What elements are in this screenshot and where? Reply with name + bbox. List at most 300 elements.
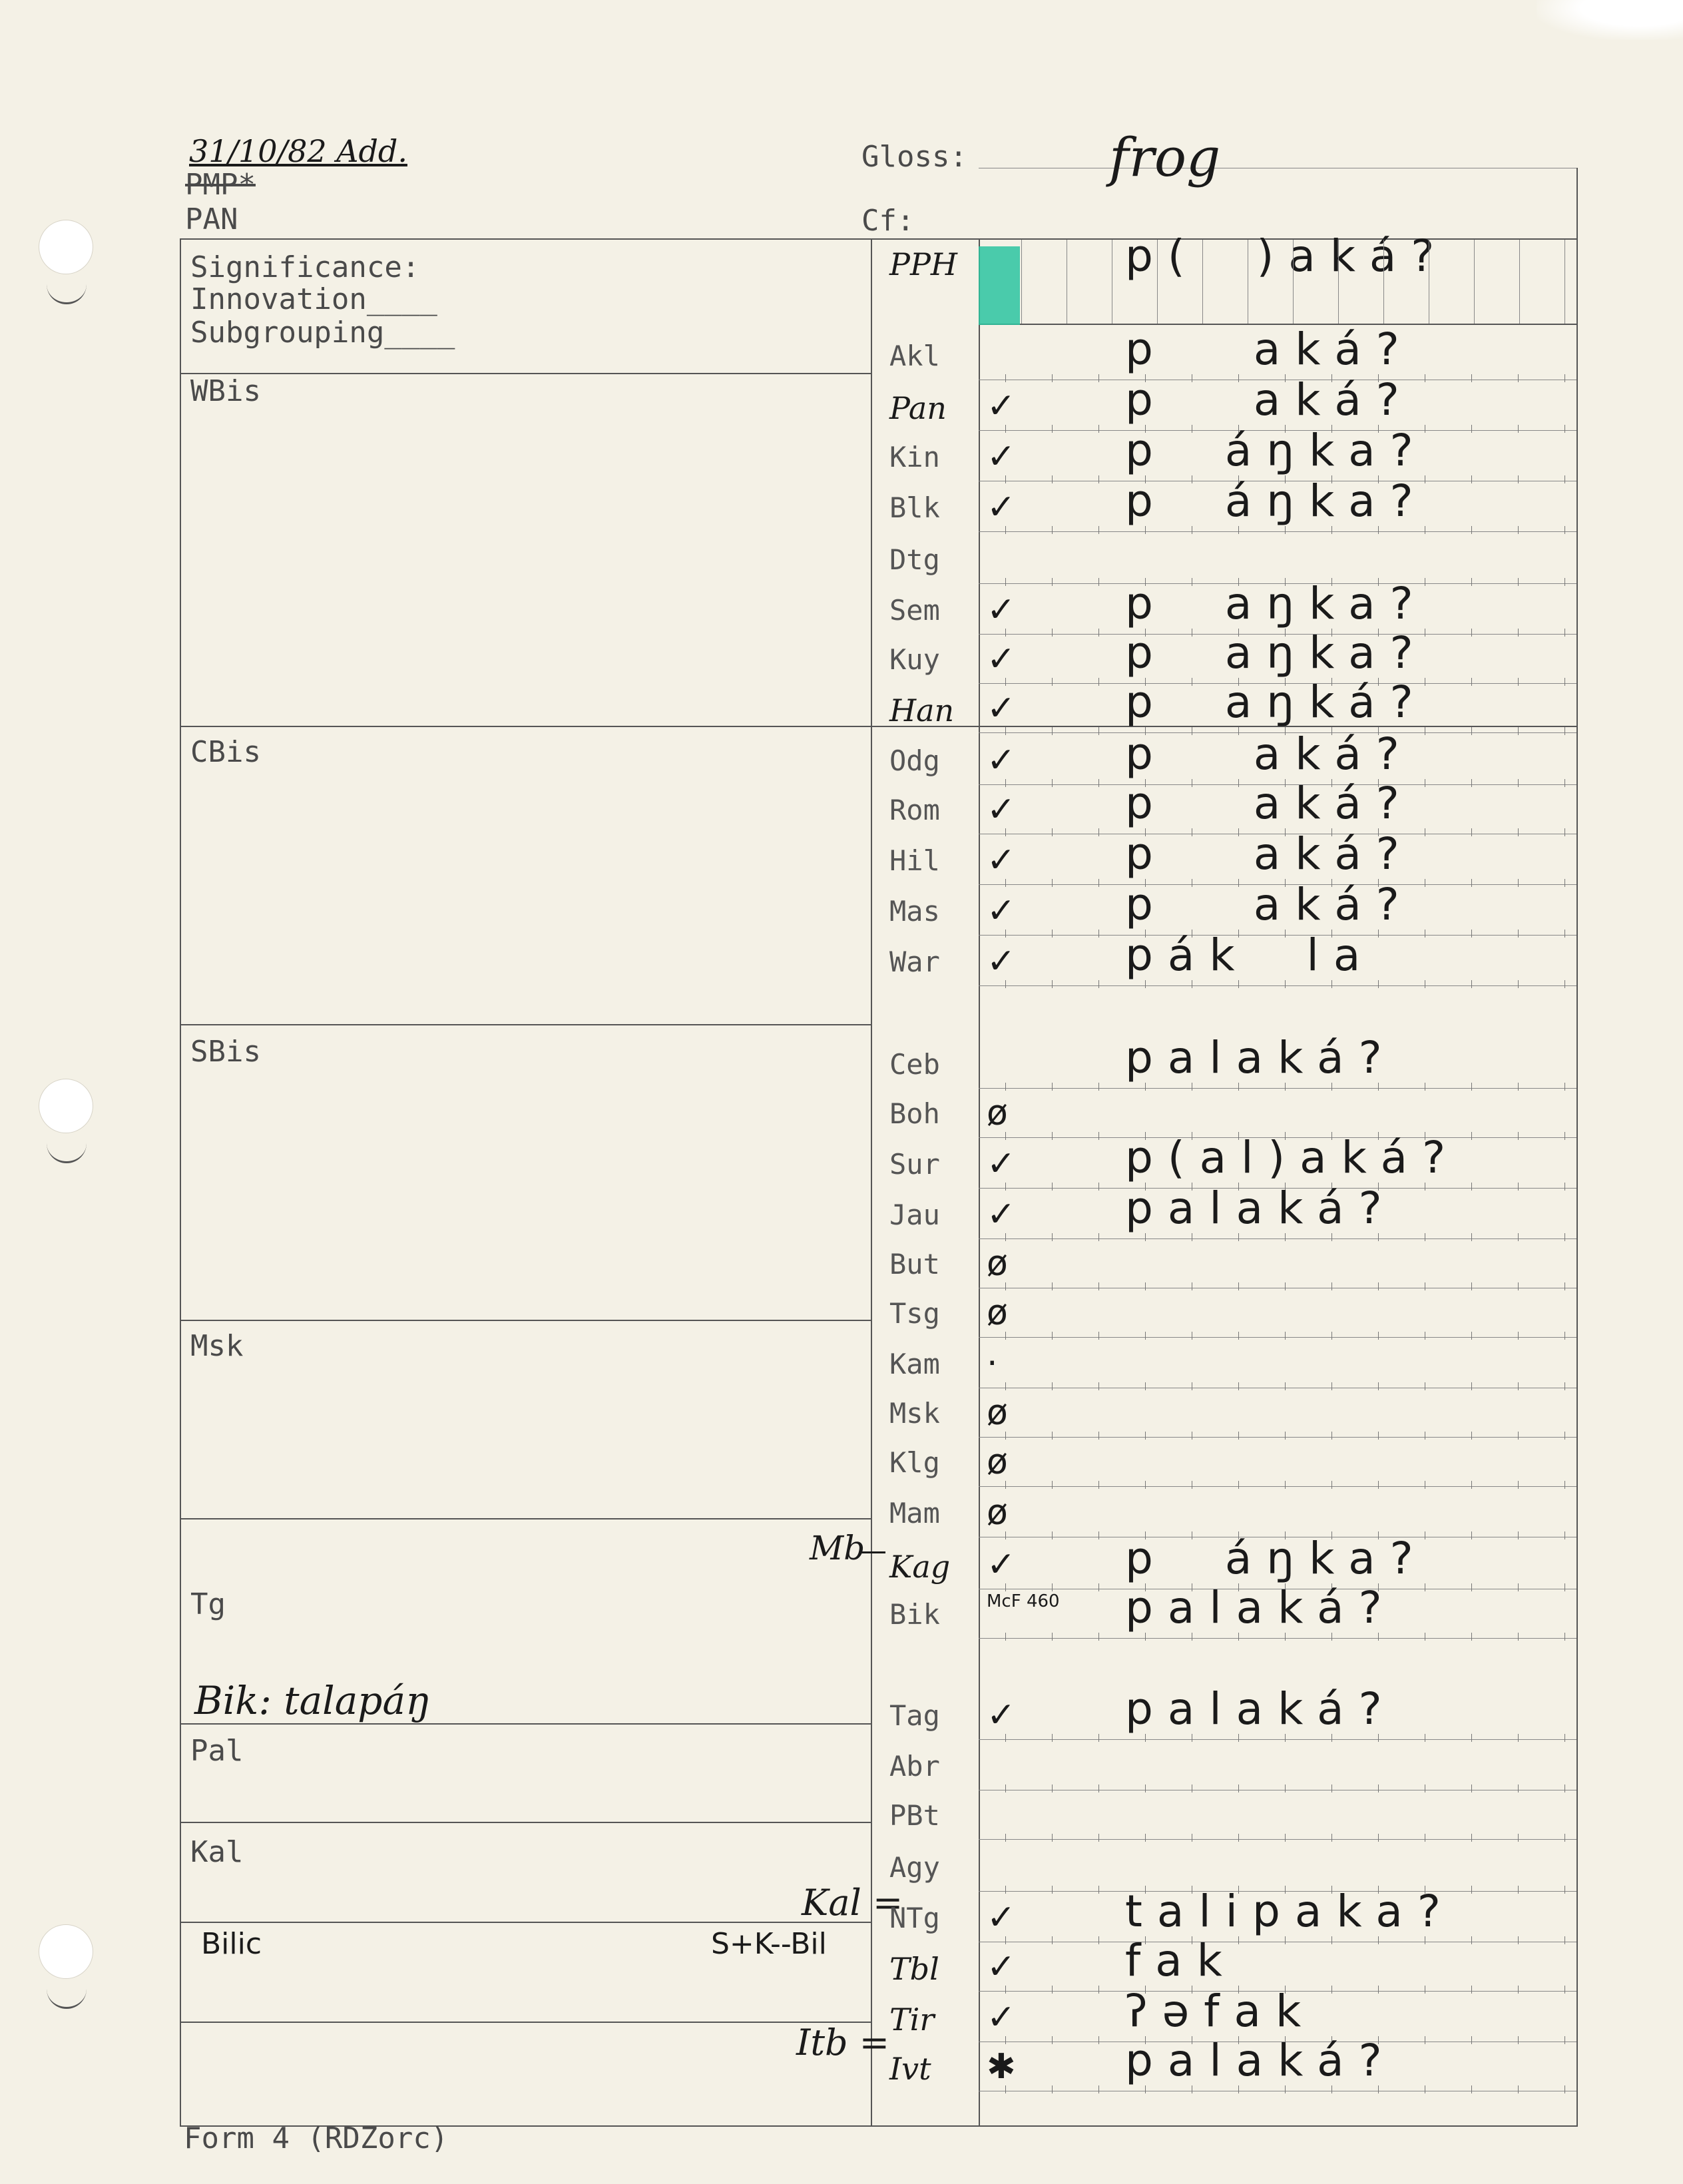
ruling-tick [1005, 727, 1006, 735]
ruling-tick [1378, 930, 1379, 938]
ruling-tick [1098, 1332, 1099, 1340]
ruling-tick [1471, 779, 1472, 787]
row-label-msk: Msk [889, 1397, 940, 1430]
ruling-tick [1005, 1432, 1006, 1440]
row-form-pan: p aká? [1125, 374, 1414, 425]
section-divider [180, 1024, 871, 1025]
ruling-tick [1285, 526, 1286, 534]
ruling-tick [1518, 1282, 1519, 1290]
ruling-tick [1378, 1834, 1379, 1842]
ruling-tick [1471, 1886, 1472, 1894]
row-form-kin: p áŋka? [1125, 425, 1428, 476]
ruling-tick [1238, 1083, 1239, 1091]
ruling-tick [1098, 1734, 1099, 1742]
ruling-tick [1098, 1886, 1099, 1894]
ruling-tick [1285, 1432, 1286, 1440]
row-label-blk: Blk [889, 491, 940, 524]
ruling-tick [1098, 374, 1099, 382]
ruling-tick [1052, 1233, 1053, 1241]
ruling-tick [1005, 879, 1006, 887]
ruling-tick [1331, 1936, 1332, 1944]
row-label-but: But [889, 1248, 940, 1280]
ruling-tick [1518, 1332, 1519, 1340]
ruling-tick [1564, 1986, 1565, 1994]
ruling-tick [1098, 980, 1099, 988]
ruling-tick [1145, 1432, 1146, 1440]
ruling-tick [1471, 475, 1472, 483]
row-mark-odg: ✓ [987, 740, 1016, 780]
ruling-tick [1052, 879, 1053, 887]
row-label-akl: Akl [889, 340, 940, 372]
row-mark-mas: ✓ [987, 891, 1016, 931]
row-label-pph: PPH [889, 246, 958, 282]
ruling-tick [1145, 526, 1146, 534]
ruling-tick [1378, 1332, 1379, 1340]
stk-bil-note: S+K--Bil [711, 1927, 827, 1961]
ruling-tick [1564, 475, 1565, 483]
paper-corner-stain [1537, 0, 1683, 40]
ruling-tick [1564, 1633, 1565, 1641]
row-ruling [979, 1839, 1576, 1846]
ruling-tick [1145, 1083, 1146, 1091]
row-ruling [979, 531, 1576, 538]
ruling-tick [1564, 1083, 1565, 1091]
ruling-tick [1471, 2085, 1472, 2093]
ruling-tick [1564, 1332, 1565, 1340]
section-pal: Pal [190, 1734, 244, 1768]
ruling-tick [1238, 1784, 1239, 1792]
ruling-tick [1238, 1481, 1239, 1489]
row-mark-pan: ✓ [987, 386, 1016, 426]
innovation-label: Innovation____ [190, 282, 437, 316]
header-cell-divider [1157, 240, 1158, 324]
ruling-tick [1471, 2036, 1472, 2044]
ruling-tick [1145, 1282, 1146, 1290]
ruling-tick [1052, 1886, 1053, 1894]
ruling-tick [1471, 1132, 1472, 1140]
ruling-tick [1005, 1784, 1006, 1792]
ruling-tick [1518, 1784, 1519, 1792]
ruling-tick [1564, 1382, 1565, 1390]
ruling-line [979, 985, 1576, 986]
ruling-tick [1098, 1936, 1099, 1944]
row-ruling [979, 1437, 1576, 1444]
row-mark-tbl: ✓ [987, 1947, 1016, 1987]
row-mark-but: ø [987, 1244, 1008, 1284]
ruling-tick [1471, 1784, 1472, 1792]
ruling-tick [1005, 980, 1006, 988]
row-mark-kuy: ✓ [987, 639, 1016, 679]
section-divider [180, 1922, 871, 1923]
section-divider [180, 1518, 871, 1519]
row-form-han: p aŋká? [1125, 677, 1428, 728]
ruling-tick [1518, 1583, 1519, 1591]
ruling-tick [1518, 629, 1519, 637]
ruling-tick [1518, 1481, 1519, 1489]
ruling-tick [1005, 1083, 1006, 1091]
row-form-rom: p aká? [1125, 778, 1414, 829]
row-form-akl: p aká? [1125, 324, 1414, 375]
row-ruling [979, 1088, 1576, 1095]
ruling-tick [1564, 2085, 1565, 2093]
ruling-tick [1238, 1834, 1239, 1842]
row-ruling [979, 1942, 1576, 1948]
ruling-tick [1285, 1233, 1286, 1241]
ruling-tick [1005, 1986, 1006, 1994]
row-label-tir: Tir [889, 2002, 935, 2038]
row-label-pbt: PBt [889, 1799, 940, 1832]
row-label-jau: Jau [889, 1199, 940, 1231]
ruling-tick [1518, 1233, 1519, 1241]
ruling-tick [1052, 727, 1053, 735]
row-form-kuy: p aŋka? [1125, 627, 1428, 679]
ruling-tick [1471, 678, 1472, 686]
ruling-tick [1564, 1432, 1565, 1440]
ruling-tick [1378, 980, 1379, 988]
ruling-tick [1518, 475, 1519, 483]
row-mark-war: ✓ [987, 942, 1016, 981]
ruling-tick [1378, 1986, 1379, 1994]
ruling-tick [1518, 879, 1519, 887]
ruling-tick [1378, 1633, 1379, 1641]
ruling-line [979, 1739, 1576, 1740]
row-label-rom: Rom [889, 794, 940, 826]
section-kal: Kal [190, 1835, 244, 1869]
ruling-tick [1145, 2085, 1146, 2093]
ruling-tick [1518, 1886, 1519, 1894]
ruling-tick [1052, 930, 1053, 938]
ruling-tick [1564, 678, 1565, 686]
ruling-tick [1238, 1382, 1239, 1390]
row-form-odg: p aká? [1125, 728, 1414, 780]
ruling-line [979, 1337, 1576, 1338]
ruling-tick [1238, 1332, 1239, 1340]
ruling-tick [1005, 1332, 1006, 1340]
ruling-tick [1331, 2085, 1332, 2093]
ruling-tick [1518, 425, 1519, 433]
ruling-tick [1098, 1282, 1099, 1290]
row-form-ceb: palaká? [1125, 1032, 1397, 1083]
ruling-tick [1145, 1382, 1146, 1390]
ruling-tick [1564, 1834, 1565, 1842]
row-mark-kag: ✓ [987, 1545, 1016, 1585]
ruling-tick [1331, 1481, 1332, 1489]
ruling-tick [1052, 678, 1053, 686]
punch-hole-bottom [39, 1924, 93, 1979]
ruling-tick [1052, 374, 1053, 382]
ruling-tick [1098, 1183, 1099, 1191]
header-cell-divider [1564, 240, 1565, 324]
row-ruling [979, 2091, 1576, 2097]
row-label-han: Han [889, 692, 955, 728]
row-mark-tag: ✓ [987, 1695, 1016, 1735]
ruling-tick [1564, 1132, 1565, 1140]
row-ruling [979, 1238, 1576, 1245]
ruling-tick [1331, 1083, 1332, 1091]
ruling-tick [1378, 1233, 1379, 1241]
row-label-kam: Kam [889, 1348, 940, 1380]
ruling-tick [1145, 1481, 1146, 1489]
row-label-tsg: Tsg [889, 1297, 940, 1330]
punch-hole-top [39, 220, 93, 274]
section-cbis: CBis [190, 735, 261, 769]
row-label-klg: Klg [889, 1446, 940, 1479]
ruling-tick [1518, 1986, 1519, 1994]
row-mark-kam: · [987, 1344, 998, 1384]
ruling-tick [1238, 1432, 1239, 1440]
ruling-tick [1471, 1282, 1472, 1290]
ruling-tick [1518, 578, 1519, 586]
row-form-kag: p áŋka? [1125, 1533, 1428, 1584]
ruling-tick [1471, 980, 1472, 988]
row-mark-blk: ✓ [987, 487, 1016, 527]
ruling-tick [1471, 1986, 1472, 1994]
header-cell-divider [1021, 240, 1022, 324]
ruling-tick [1331, 1233, 1332, 1241]
ruling-tick [1098, 1132, 1099, 1140]
ruling-tick [1098, 1633, 1099, 1641]
ruling-tick [1378, 1481, 1379, 1489]
ruling-tick [1471, 1633, 1472, 1641]
ruling-tick [1518, 1083, 1519, 1091]
row-mark-tsg: ø [987, 1293, 1008, 1333]
row-label-tag: Tag [889, 1699, 940, 1732]
ruling-tick [1564, 1936, 1565, 1944]
ruling-tick [1285, 1784, 1286, 1792]
ruling-tick [1098, 1382, 1099, 1390]
header-cell-divider [1519, 240, 1520, 324]
ruling-tick [1285, 1481, 1286, 1489]
row-form-ivt: palaká? [1125, 2035, 1397, 2086]
ruling-tick [1518, 1936, 1519, 1944]
ruling-tick [1378, 1784, 1379, 1792]
ruling-tick [1471, 1481, 1472, 1489]
ruling-tick [1052, 1583, 1053, 1591]
ruling-tick [1052, 980, 1053, 988]
ruling-tick [1331, 1432, 1332, 1440]
ruling-tick [1518, 2085, 1519, 2093]
row-label-bik: Bik [889, 1598, 940, 1631]
ruling-tick [1052, 2036, 1053, 2044]
ruling-tick [1052, 425, 1053, 433]
ruling-tick [1285, 1936, 1286, 1944]
ruling-tick [1471, 1834, 1472, 1842]
row-label-ceb: Ceb [889, 1048, 940, 1081]
row-mark-han: ✓ [987, 688, 1016, 728]
ruling-tick [1052, 1734, 1053, 1742]
ruling-line [979, 1839, 1576, 1840]
ruling-tick [1005, 526, 1006, 534]
row-mark-kin: ✓ [987, 437, 1016, 477]
ruling-tick [1005, 1233, 1006, 1241]
ruling-tick [1238, 2085, 1239, 2093]
ruling-tick [1471, 1083, 1472, 1091]
row-ruling [979, 1288, 1576, 1294]
ruling-tick [1052, 1936, 1053, 1944]
row-form-tir: ʔəfak [1125, 1986, 1316, 2037]
ruling-tick [1005, 828, 1006, 836]
ruling-tick [1518, 678, 1519, 686]
ruling-tick [1098, 578, 1099, 586]
row-label-boh: Boh [889, 1097, 940, 1130]
frame-divider [871, 238, 872, 2125]
ruling-tick [1005, 1583, 1006, 1591]
ruling-tick [1145, 1633, 1146, 1641]
ruling-tick [1331, 980, 1332, 988]
ruling-tick [1005, 2085, 1006, 2093]
ruling-tick [1098, 678, 1099, 686]
ruling-tick [1098, 1481, 1099, 1489]
itb-equals-note: Itb = [796, 2022, 890, 2063]
ruling-tick [1378, 1432, 1379, 1440]
row-ruling [979, 1388, 1576, 1394]
ruling-tick [1518, 1183, 1519, 1191]
ruling-tick [1145, 980, 1146, 988]
ruling-tick [1005, 578, 1006, 586]
row-mark-mam: ø [987, 1493, 1008, 1533]
ruling-tick [1098, 779, 1099, 787]
ruling-tick [1238, 1936, 1239, 1944]
ruling-tick [1518, 1633, 1519, 1641]
row-label-sem: Sem [889, 594, 940, 627]
row-form-pph: p( )aká? [1125, 230, 1449, 282]
significance-title: Significance: [190, 250, 420, 284]
ruling-tick [1331, 1784, 1332, 1792]
row-ruling [979, 1486, 1576, 1493]
ruling-tick [1471, 578, 1472, 586]
row-label-tbl: Tbl [889, 1951, 939, 1987]
ruling-tick [1331, 1734, 1332, 1742]
ruling-tick [1378, 1936, 1379, 1944]
row-label-kuy: Kuy [889, 643, 940, 676]
ruling-tick [1285, 1734, 1286, 1742]
ruling-tick [1471, 879, 1472, 887]
section-tg: Tg [190, 1587, 226, 1621]
ruling-tick [1518, 1132, 1519, 1140]
row-form-blk: p áŋka? [1125, 475, 1428, 527]
row-mark-sem: ✓ [987, 590, 1016, 630]
ruling-tick [1098, 1233, 1099, 1241]
ruling-tick [1052, 1382, 1053, 1390]
mb-dash [859, 1551, 885, 1553]
ruling-tick [1378, 1083, 1379, 1091]
row-form-jau: palaká? [1125, 1183, 1397, 1234]
ruling-tick [1518, 374, 1519, 382]
ruling-tick [1471, 828, 1472, 836]
ruling-tick [1564, 1531, 1565, 1539]
row-form-ntg: talipaka? [1125, 1886, 1455, 1937]
pmp-label: PMP* [185, 168, 256, 202]
row-form-hil: p aká? [1125, 828, 1414, 880]
row-form-mas: p aká? [1125, 879, 1414, 930]
ruling-tick [1145, 1784, 1146, 1792]
ruling-tick [1098, 526, 1099, 534]
row-mark-klg: ø [987, 1442, 1008, 1482]
ruling-tick [1518, 2036, 1519, 2044]
section-sbis: SBis [190, 1035, 261, 1069]
ruling-tick [1052, 526, 1053, 534]
ruling-tick [1518, 1432, 1519, 1440]
ruling-tick [1471, 374, 1472, 382]
ruling-tick [1285, 1083, 1286, 1091]
row-mark-ivt: ✱ [987, 2047, 1016, 2087]
ruling-tick [1005, 1633, 1006, 1641]
ruling-tick [1378, 1734, 1379, 1742]
ruling-line [979, 531, 1576, 532]
ruling-tick [1052, 1432, 1053, 1440]
ruling-tick [1564, 1886, 1565, 1894]
ruling-line [979, 1088, 1576, 1089]
date-note: 31/10/82 Add. [189, 133, 407, 169]
highlighter-mark [979, 246, 1020, 325]
row-label-agy: Agy [889, 1851, 940, 1884]
row-mark-jau: ✓ [987, 1195, 1016, 1234]
ruling-tick [1564, 1183, 1565, 1191]
ruling-tick [1331, 1382, 1332, 1390]
ruling-tick [1005, 475, 1006, 483]
header-cell-divider [1383, 240, 1384, 324]
section-divider [180, 373, 871, 374]
ruling-tick [1098, 930, 1099, 938]
ruling-tick [1564, 1481, 1565, 1489]
ruling-tick [1378, 526, 1379, 534]
section-bilic: Bilic [201, 1927, 262, 1961]
ruling-tick [1145, 1233, 1146, 1241]
cf-label: Cf: [861, 204, 915, 238]
ruling-tick [1052, 2085, 1053, 2093]
ruling-tick [1098, 425, 1099, 433]
ruling-tick [1471, 930, 1472, 938]
ruling-tick [1285, 980, 1286, 988]
row-label-odg: Odg [889, 744, 940, 777]
ruling-tick [1564, 2036, 1565, 2044]
row-label-hil: Hil [889, 844, 940, 877]
ruling-tick [1005, 425, 1006, 433]
ruling-tick [1005, 374, 1006, 382]
row-label-kin: Kin [889, 441, 940, 473]
ruling-tick [1378, 1282, 1379, 1290]
row-label-pan: Pan [889, 390, 947, 426]
ruling-tick [1005, 930, 1006, 938]
ruling-tick [1564, 1233, 1565, 1241]
ruling-tick [1564, 930, 1565, 938]
ruling-tick [1564, 1282, 1565, 1290]
ruling-tick [1331, 1986, 1332, 1994]
ruling-tick [1098, 1784, 1099, 1792]
ruling-tick [1098, 1531, 1099, 1539]
ruling-tick [1005, 1531, 1006, 1539]
ruling-tick [1564, 425, 1565, 433]
ruling-tick [1518, 779, 1519, 787]
row-label-kag: Kag [889, 1549, 951, 1585]
punch-hole-shadow [47, 1983, 87, 2009]
ruling-tick [1052, 1282, 1053, 1290]
ruling-tick [1098, 879, 1099, 887]
ruling-tick [1238, 1633, 1239, 1641]
ruling-tick [1518, 1382, 1519, 1390]
ruling-tick [1052, 629, 1053, 637]
row-label-war: War [889, 946, 940, 978]
ruling-tick [1098, 1583, 1099, 1591]
ruling-tick [1471, 1583, 1472, 1591]
ruling-tick [1005, 1886, 1006, 1894]
ruling-tick [1098, 1986, 1099, 1994]
row-form-bik: palaká? [1125, 1582, 1397, 1633]
ruling-tick [1052, 475, 1053, 483]
ruling-tick [1145, 1734, 1146, 1742]
ruling-tick [1052, 1332, 1053, 1340]
ruling-tick [1052, 1986, 1053, 1994]
